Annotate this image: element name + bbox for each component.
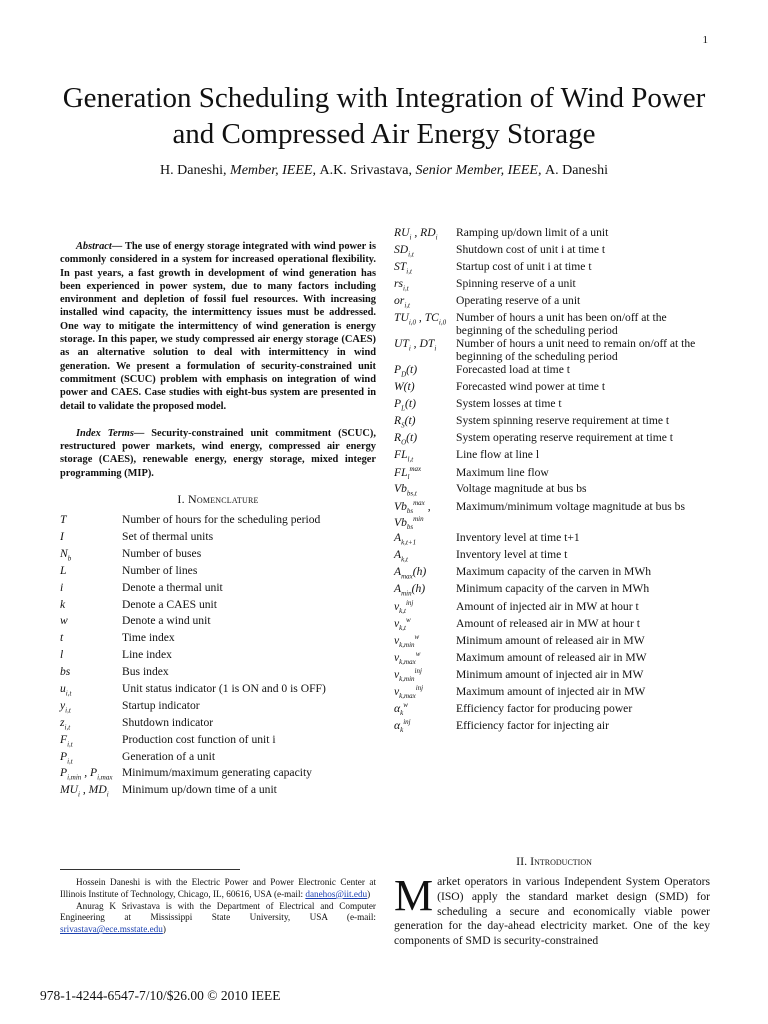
nomenclature-symbol: $or_{i,t}$ — [394, 294, 410, 310]
nomenclature-symbol: $Vb_{bs,t}$ — [394, 482, 417, 498]
nomenclature-row — [394, 226, 714, 243]
author-role: Member, IEEE, — [230, 163, 320, 178]
nomenclature-description: Shutdown indicator — [122, 715, 214, 729]
nomenclature-symbol: $\alpha_k^w$ — [394, 701, 408, 718]
nomenclature-description: Efficiency factor for injecting air — [456, 719, 610, 733]
section-title: Nomenclature — [187, 492, 259, 507]
nomenclature-description: Amount of injected air in MW at hour t — [456, 600, 639, 614]
nomenclature-row — [60, 530, 376, 547]
author-name: H. Daneshi, — [160, 163, 231, 178]
footnote-2 — [60, 901, 376, 936]
nomenclature-symbol: $P_{i,t}$ — [60, 749, 73, 765]
right-column — [394, 226, 714, 735]
nomenclature-symbol: $z_{i,t}$ — [60, 715, 71, 732]
nomenclature-row — [60, 716, 376, 733]
index-terms-text: — Security-constrained unit commitment (SCUC), restructured power markets, wind energy, compressed air energy storage (CAES), renewable energy, energy storage, mixed integer programming (MIP). — [60, 427, 376, 479]
nomenclature-symbol: $TU_{i,0}$ , $TC_{i,0}$ — [394, 311, 447, 327]
nomenclature-row — [394, 582, 714, 599]
nomenclature-symbol: $R_O(t)$ — [394, 431, 418, 447]
nomenclature-description: Denote a wind unit — [122, 614, 211, 628]
nomenclature-description: Maximum capacity of the carven in MWh — [456, 565, 652, 579]
footnote-text: Anurag K Srivastava is with the Department of Electrical and Computer Engineering at Mississippi State University, USA (e-mail: — [60, 900, 376, 923]
nomenclature-symbol: T — [60, 513, 67, 527]
nomenclature-row — [394, 684, 714, 701]
nomenclature-symbol: L — [60, 563, 67, 577]
nomenclature-description: Production cost function of unit i — [122, 732, 276, 746]
footnote-text: Hossein Daneshi is with the Electric Power and Power Electronic Center at Illinois Institute of Technology, Chicago, IL, 60616, USA (e-mail: — [60, 877, 376, 899]
nomenclature-row — [60, 614, 376, 631]
nomenclature-row — [394, 277, 714, 294]
nomenclature-row — [394, 616, 714, 633]
nomenclature-symbol: $N_b$ — [60, 546, 72, 563]
nomenclature-symbol: $SD_{i,t}$ — [394, 243, 414, 259]
nomenclature-row — [60, 665, 376, 682]
nomenclature-row — [394, 531, 714, 548]
nomenclature-description: Number of hours for the scheduling period — [122, 513, 321, 527]
nomenclature-row — [394, 565, 714, 582]
email-link[interactable]: danehos@iit.edu — [305, 888, 368, 899]
nomenclature-symbol: w — [60, 614, 68, 628]
author-name: A. Daneshi — [544, 163, 608, 178]
footnote-divider — [60, 869, 240, 870]
introduction-paragraph — [394, 871, 710, 949]
nomenclature-row — [394, 667, 714, 684]
email-link[interactable]: srivastava@ece.msstate.edu — [60, 924, 163, 935]
nomenclature-description: Amount of released air in MW at hour t — [456, 617, 640, 631]
nomenclature-description: Time index — [122, 631, 175, 645]
nomenclature-row — [394, 311, 714, 337]
nomenclature-description: System losses at time t — [456, 397, 562, 410]
nomenclature-symbol: $v_{k,min}^{inj}$ — [394, 667, 422, 684]
nomenclature-row — [394, 548, 714, 565]
nomenclature-description: Startup indicator — [122, 698, 200, 712]
nomenclature-symbol: bs — [60, 665, 71, 679]
nomenclature-symbol: $A_{k,t+1}$ — [394, 531, 417, 547]
nomenclature-symbol: $v_{k,max}^{inj}$ — [394, 684, 424, 701]
nomenclature-description: Bus index — [122, 665, 169, 679]
nomenclature-description: Generation of a unit — [122, 749, 216, 763]
nomenclature-row — [394, 448, 714, 465]
nomenclature-description: Forecasted wind power at time t — [456, 380, 606, 393]
nomenclature-row — [394, 414, 714, 431]
nomenclature-symbol: $R_S(t)$ — [394, 414, 416, 430]
author-role: Senior Member, IEEE, — [415, 163, 545, 178]
nomenclature-description: Startup cost of unit i at time t — [456, 260, 592, 273]
nomenclature-description: Maximum amount of injected air in MW — [456, 685, 646, 699]
nomenclature-symbol: $MU_i$ , $MD_i$ — [60, 783, 109, 799]
nomenclature-symbol: $FL_l^{max}$ — [394, 465, 422, 482]
paper-title: Generation Scheduling with Integration of Wind Power and Compressed Air Energy Storage — [62, 82, 706, 150]
nomenclature-row — [60, 783, 376, 800]
nomenclature-symbol: W(t) — [394, 380, 415, 393]
nomenclature-description: Number of buses — [122, 546, 202, 560]
nomenclature-symbol: t — [60, 631, 64, 645]
nomenclature-symbol: $P_D(t)$ — [394, 363, 418, 379]
footnote-text: ) — [367, 888, 371, 899]
nomenclature-description: Spinning reserve of a unit — [456, 277, 576, 290]
section-title: Introduction — [530, 854, 592, 868]
nomenclature-row — [60, 750, 376, 767]
nomenclature-symbol: $v_{k,t}^w$ — [394, 616, 411, 633]
nomenclature-description: Voltage magnitude at bus bs — [456, 482, 587, 495]
abstract-lead: Abstract — [76, 241, 112, 252]
nomenclature-row — [394, 633, 714, 650]
nomenclature-row — [60, 631, 376, 648]
nomenclature-description: Unit status indicator (1 is ON and 0 is OFF) — [122, 681, 326, 695]
nomenclature-symbol: $A_{min}(h)$ — [394, 582, 426, 598]
nomenclature-row — [60, 598, 376, 615]
nomenclature-row — [60, 699, 376, 716]
nomenclature-description: Ramping up/down limit of a unit — [456, 226, 609, 239]
drop-cap: M — [394, 871, 434, 920]
nomenclature-symbol: $ST_{i,t}$ — [394, 260, 412, 276]
nomenclature-row — [394, 599, 714, 616]
nomenclature-symbol: $A_{k,t}$ — [394, 548, 408, 564]
nomenclature-row — [60, 648, 376, 665]
section-number: II. — [516, 854, 531, 868]
nomenclature-symbol: l — [60, 648, 64, 662]
nomenclature-symbol: $Vb_{bs}^{max}$ , $Vb_{bs}^{min}$ — [394, 499, 431, 532]
index-terms-lead: Index Terms — [76, 427, 134, 439]
nomenclature-row — [394, 294, 714, 311]
footnote-text: ) — [162, 924, 166, 935]
nomenclature-symbol: $P_{i,min}$ , $P_{i,max}$ — [60, 766, 113, 782]
nomenclature-description: Shutdown cost of unit i at time t — [456, 243, 606, 256]
nomenclature-description: Operating reserve of a unit — [456, 294, 581, 307]
section-heading-introduction — [394, 854, 714, 869]
nomenclature-description: System spinning reserve requirement at time t — [456, 414, 670, 427]
nomenclature-description: Maximum/minimum voltage magnitude at bus bs — [456, 499, 685, 513]
nomenclature-row — [60, 547, 376, 564]
nomenclature-row — [394, 397, 714, 414]
nomenclature-symbol: $y_{i,t}$ — [60, 698, 71, 715]
nomenclature-row — [60, 513, 376, 530]
nomenclature-list-left — [60, 513, 376, 800]
nomenclature-symbol: $v_{k,t}^{inj}$ — [394, 599, 414, 616]
nomenclature-row — [60, 682, 376, 699]
nomenclature-row — [60, 733, 376, 750]
nomenclature-symbol: $F_{i,t}$ — [60, 732, 73, 748]
abstract — [60, 240, 376, 413]
nomenclature-symbol: $FL_{l,t}$ — [394, 448, 414, 464]
footnote-1 — [60, 877, 376, 901]
nomenclature-description: Denote a CAES unit — [122, 597, 217, 611]
nomenclature-symbol: $v_{k,min}^w$ — [394, 633, 420, 650]
nomenclature-symbol: $v_{k,max}^w$ — [394, 650, 421, 667]
nomenclature-row — [394, 363, 714, 380]
section-heading-nomenclature — [60, 492, 376, 507]
nomenclature-symbol: $P_L(t)$ — [394, 397, 416, 413]
nomenclature-description: System operating reserve requirement at time t — [456, 431, 673, 444]
nomenclature-row — [394, 431, 714, 448]
nomenclature-description: Number of hours a unit need to remain on/off at the beginning of the scheduling period — [456, 337, 696, 363]
nomenclature-description: Maximum amount of released air in MW — [456, 651, 647, 665]
nomenclature-description: Minimum up/down time of a unit — [122, 783, 277, 797]
nomenclature-row — [394, 260, 714, 277]
copyright-line: 978-1-4244-6547-7/10/$26.00 © 2010 IEEE — [40, 988, 281, 1003]
nomenclature-description: Minimum/maximum generating capacity — [122, 766, 312, 780]
nomenclature-description: Number of hours a unit has been on/off at the beginning of the scheduling period — [456, 311, 667, 337]
nomenclature-row — [394, 499, 714, 531]
author-name: A.K. Srivastava, — [319, 163, 416, 178]
nomenclature-row — [394, 701, 714, 718]
nomenclature-symbol: $UT_i$ , $DT_i$ — [394, 337, 437, 353]
footnotes — [60, 877, 376, 936]
nomenclature-description: Minimum amount of injected air in MW — [456, 668, 644, 682]
nomenclature-row — [60, 564, 376, 581]
nomenclature-description: Maximum line flow — [456, 465, 549, 479]
author-line — [40, 163, 728, 179]
page-number: 1 — [702, 34, 708, 46]
nomenclature-symbol: k — [60, 597, 66, 611]
introduction-text: arket operators in various Independent System Operators (ISO) apply the standard market design (SMD) for scheduling a secure and economically viable power generation for the day-ahead electricity market. One of the key components of SMD is security-constrained — [394, 875, 710, 948]
left-column — [60, 240, 376, 800]
nomenclature-row — [394, 243, 714, 260]
nomenclature-description: Minimum capacity of the carven in MWh — [456, 582, 650, 596]
nomenclature-symbol: I — [60, 529, 64, 543]
nomenclature-description: Efficiency factor for producing power — [456, 702, 633, 716]
nomenclature-row — [394, 482, 714, 499]
nomenclature-description: Forecasted load at time t — [456, 363, 570, 376]
nomenclature-symbol: $\alpha_k^{inj}$ — [394, 718, 411, 735]
nomenclature-symbol: $A_{max}(h)$ — [394, 565, 427, 581]
nomenclature-row — [394, 380, 714, 397]
nomenclature-row — [394, 650, 714, 667]
nomenclature-row — [60, 581, 376, 598]
nomenclature-description: Line index — [122, 648, 172, 662]
nomenclature-row — [394, 718, 714, 735]
nomenclature-description: Denote a thermal unit — [122, 580, 223, 594]
nomenclature-row — [394, 337, 714, 363]
nomenclature-symbol: i — [60, 580, 64, 594]
nomenclature-symbol: $rs_{i,t}$ — [394, 277, 409, 293]
nomenclature-description: Set of thermal units — [122, 529, 214, 543]
nomenclature-symbol: $u_{i,t}$ — [60, 681, 72, 698]
nomenclature-description: Inventory level at time t+1 — [456, 531, 580, 545]
nomenclature-row — [394, 465, 714, 482]
nomenclature-description: Inventory level at time t — [456, 548, 568, 562]
nomenclature-row — [60, 766, 376, 783]
section-number: I. — [177, 492, 188, 507]
nomenclature-description: Number of lines — [122, 563, 198, 577]
index-terms — [60, 427, 376, 480]
abstract-text: — The use of energy storage integrated with wind power is commonly considered in a system for increased operational flexibility. In past years, a fast growth in development of wind generation has been experienced in power system, due to many factors including environment and depletion of fossil fuel resources. With increasing installed wind capacity, the intermittency issues must be addressed. One way to mitigate the intermittency of wind generation is energy storage. In this paper, we study compressed air energy storage (CAES) as an alternative solution to deal with intermittency in wind generation. We present a formulation of security-constrained unit commitment (SCUC) problem with emphasis on integration of wind power and CAES. Case studies with eight-bus system are presented in detail to validate the proposed model. — [60, 241, 376, 412]
nomenclature-list-right — [394, 226, 714, 735]
nomenclature-description: Line flow at line l — [456, 448, 540, 461]
nomenclature-symbol: $RU_i$ , $RD_i$ — [394, 226, 438, 242]
nomenclature-description: Minimum amount of released air in MW — [456, 634, 645, 648]
